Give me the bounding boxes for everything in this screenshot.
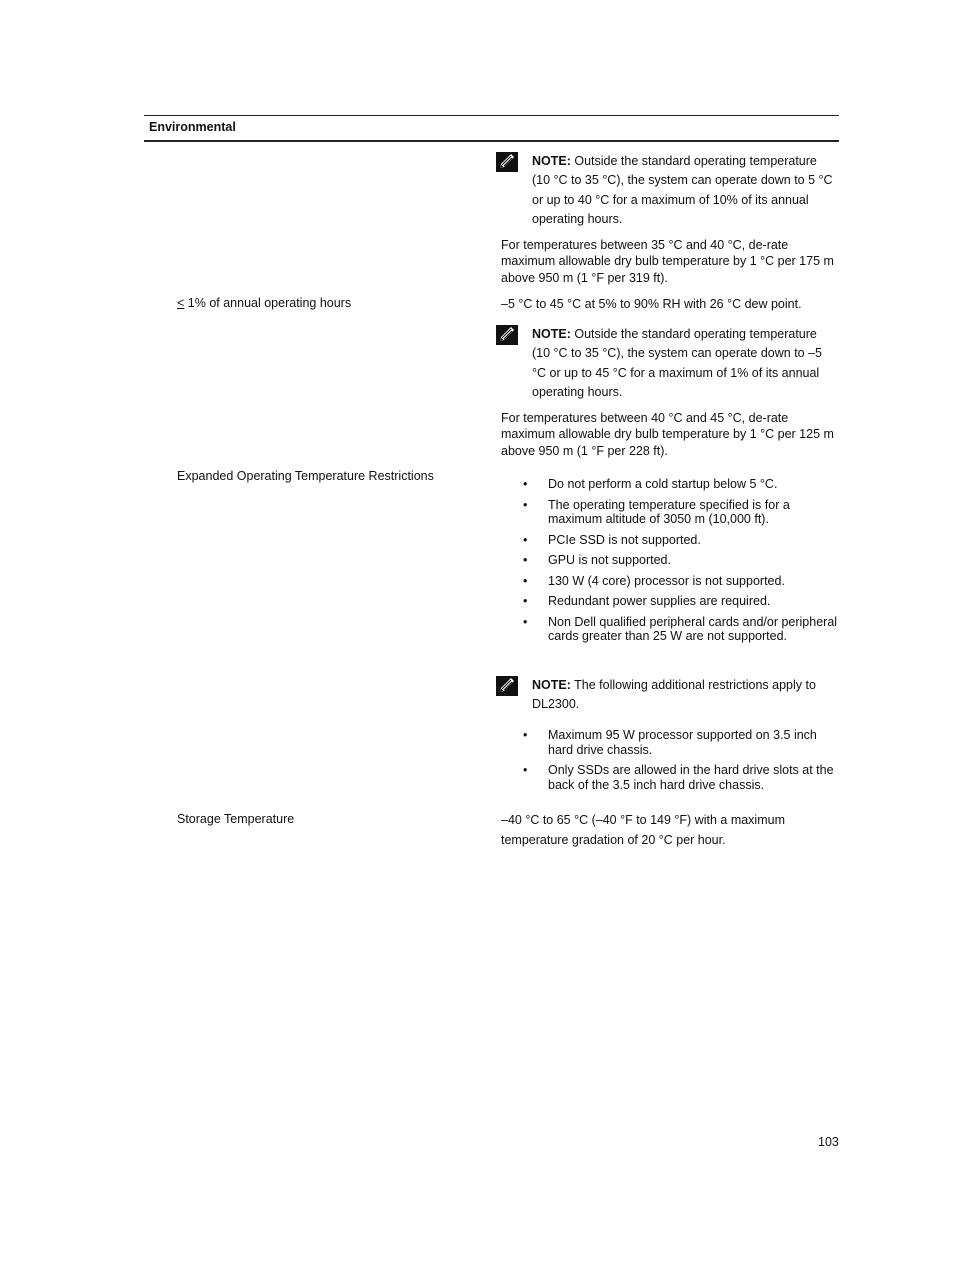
bullet: • <box>523 594 528 608</box>
note-body: The following additional restrictions apply to DL2300. <box>532 678 816 712</box>
bullet: • <box>523 477 528 491</box>
pencil-note-icon <box>496 676 518 696</box>
row-label-expanded-restrictions: Expanded Operating Temperature Restrictions <box>177 469 434 483</box>
list-item: • PCIe SSD is not supported. <box>523 532 701 547</box>
list-item: • Redundant power supplies are required. <box>523 594 771 608</box>
bullet: • <box>523 763 528 777</box>
note-label: NOTE: <box>532 154 571 168</box>
list-item: • Only SSDs are allowed in the hard drive slots at the back of the 3.5 inch hard drive chassis. <box>523 763 834 792</box>
note-body: Outside the standard operating temperature (10 °C to 35 °C), the system can operate down to –5 °C or up to 45 °C for a maximum of 1% of its annual operating hours. <box>532 327 823 400</box>
row-label-text: 1% of annual operating hours <box>184 296 352 310</box>
bullet: • <box>523 553 528 567</box>
list-item: • Do not perform a cold startup below 5 °C. <box>523 477 778 491</box>
list-item: • 130 W (4 core) processor is not supported. <box>523 573 785 588</box>
row-label-one-percent <box>177 296 351 310</box>
note-text <box>532 325 838 403</box>
pencil-note-icon <box>496 152 518 172</box>
section-title: Environmental <box>149 120 236 134</box>
header-bottom-rule <box>144 140 839 142</box>
bullet: • <box>523 497 528 512</box>
less-equal-symbol: < <box>177 296 185 310</box>
list-item: • Non Dell qualified peripheral cards and/or peripheral cards greater than 25 W are not supported. <box>523 614 838 643</box>
bullet: • <box>523 728 528 742</box>
row-label-storage-temperature: Storage Temperature <box>177 812 295 826</box>
note-label: NOTE: <box>532 327 571 341</box>
list-item: • Maximum 95 W processor supported on 3.5 inch hard drive chassis. <box>523 728 817 757</box>
row-value-one-percent: –5 °C to 45 °C at 5% to 90% RH with 26 °C dew point. <box>501 297 802 311</box>
bullet: • <box>523 532 528 547</box>
note-body: Outside the standard operating temperature (10 °C to 35 °C), the system can operate down to 5 °C or up to 40 °C for a maximum of 10% of its annual operating hours. <box>532 154 833 227</box>
note-text <box>532 676 838 715</box>
page-number: 103 <box>818 1135 839 1149</box>
row-value-storage-temperature: –40 °C to 65 °C (–40 °F to 149 °F) with a maximum temperature gradation of 20 °C per hour. <box>501 813 785 847</box>
derate-paragraph-2: For temperatures between 40 °C and 45 °C, de-rate maximum allowable dry bulb temperature by 1 °C per 125 m above 950 m (1 °F per 228 ft). <box>501 411 834 458</box>
bullet: • <box>523 614 528 629</box>
dl2300-list <box>501 728 841 792</box>
pencil-note-icon <box>496 325 518 345</box>
note-text <box>532 152 838 230</box>
derate-paragraph-1: For temperatures between 35 °C and 40 °C, de-rate maximum allowable dry bulb temperature by 1 °C per 175 m above 950 m (1 °F per 319 ft). <box>501 238 834 285</box>
list-item: • The operating temperature specified is for a maximum altitude of 3050 m (10,000 ft). <box>523 497 790 526</box>
header-top-rule <box>144 115 839 116</box>
restrictions-list <box>501 477 841 644</box>
bullet: • <box>523 573 528 588</box>
list-item: • GPU is not supported. <box>523 553 671 567</box>
note-label: NOTE: <box>532 678 571 692</box>
